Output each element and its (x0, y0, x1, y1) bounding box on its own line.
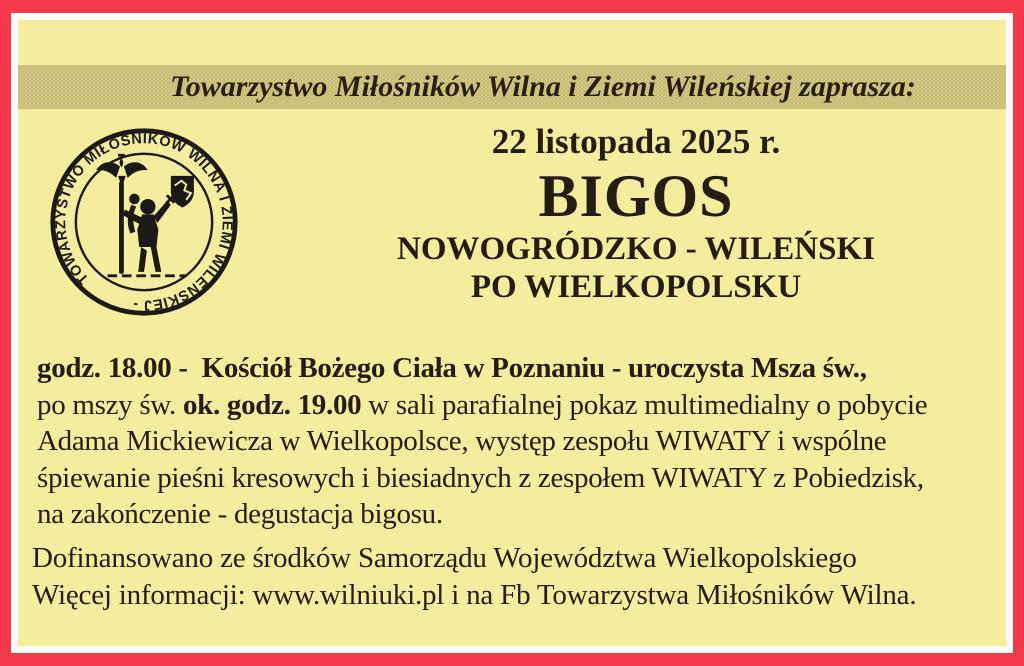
funding-note: Dofinansowano ze środków Samorządu Województwa Wielkopolskiego (32, 542, 857, 574)
detail-line-3: Adama Mickiewicza w Wielkopolsce, występ zespołu WIWATY i wspólne (37, 425, 887, 458)
website-url: www.wilniuki.pl (252, 579, 445, 611)
detail-line-2-time: ok. godz. 19.00 (182, 388, 362, 421)
detail-line-2-rest: w sali parafialnej pokaz multimedialny o pobycie (361, 388, 928, 421)
banner-text: Towarzystwo Miłośników Wilna i Ziemi Wileńskiej zaprasza: (170, 70, 916, 103)
flyer-paper (11, 13, 1013, 653)
heading-block (268, 122, 1004, 306)
seal-ring-text: TOWARZYSTWO MIŁOŚNIKÓW WILNA I ZIEMI WILEŃSKIEJ - (53, 131, 235, 313)
footer-block (32, 540, 998, 614)
event-details (37, 350, 998, 533)
detail-line-2 (37, 387, 998, 424)
banner (18, 65, 1006, 109)
seal-graphic (48, 126, 240, 318)
detail-line-4: śpiewanie pieśni kresowych i biesiadnych z zespołem WIWATY z Pobiedzisk, (37, 461, 924, 494)
detail-line-1: godz. 18.00 - Kościół Bożego Ciała w Poznaniu - uroczysta Msza św., (37, 352, 867, 384)
info-note-rest: i na Fb Towarzystwa Miłośników Wilna. (444, 579, 917, 611)
event-subtitle-line2: PO WIELKOPOLSKU (470, 269, 802, 305)
detail-line-5: na zakończenie - degustacja bigosu. (37, 498, 443, 531)
info-note-prefix: Więcej informacji: (32, 579, 253, 611)
society-seal-logo (48, 126, 240, 318)
detail-line-2-prefix: po mszy św. (37, 388, 183, 421)
event-date: 22 listopada 2025 r. (491, 122, 781, 161)
event-subtitle-line1: NOWOGRÓDZKO - WILEŃSKI (397, 231, 875, 267)
event-title: BIGOS (538, 163, 734, 229)
seal-illustration (96, 154, 194, 276)
info-note (32, 577, 998, 614)
